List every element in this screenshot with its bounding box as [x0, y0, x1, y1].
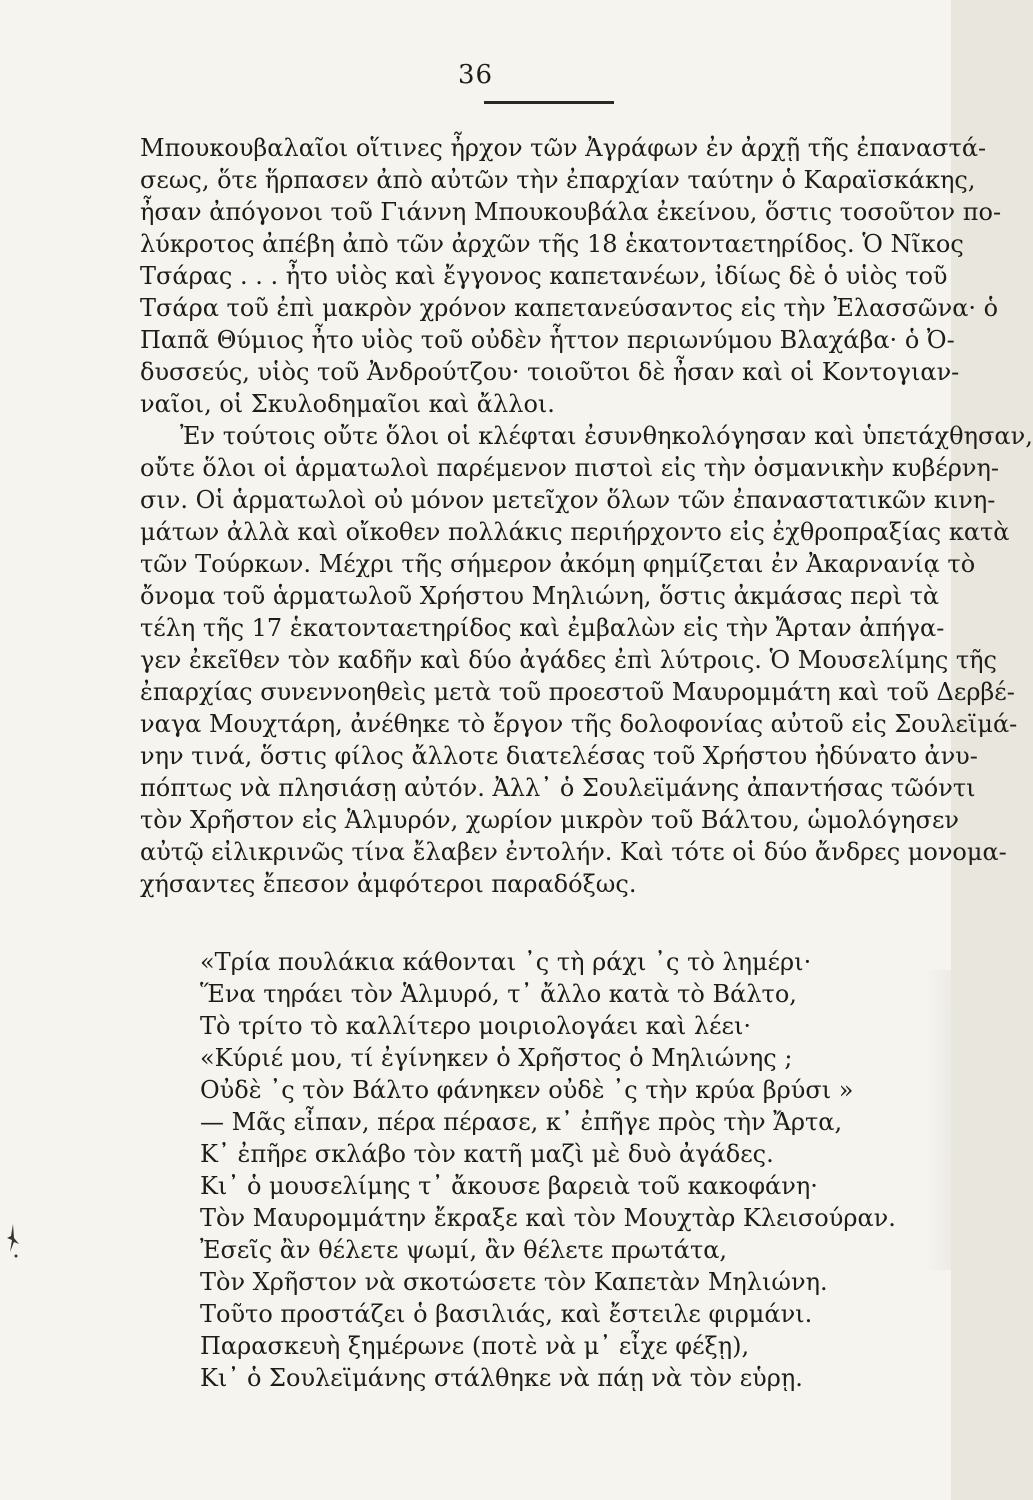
- prose-line: πόπτως νὰ πλησιάσῃ αὐτόν. Ἀλλ᾽ ὁ Σουλεϊμάνης ἀπαντήσας τῶόντι: [140, 774, 976, 802]
- verse-line: Παρασκευὴ ξημέρωνε (ποτὲ νὰ μ᾽ εἶχε φέξῃ),: [200, 1332, 750, 1360]
- verse-line: Τοῦτο προστάζει ὁ βασιλιάς, καὶ ἔστειλε φιρμάνι.: [200, 1300, 813, 1328]
- ink-speck-mark: [4, 1222, 22, 1262]
- prose-line: ναγα Μουχτάρη, ἀνέθηκε τὸ ἔργον τῆς δολοφονίας αὐτοῦ εἰς Σουλεϊμά-: [140, 710, 1018, 738]
- prose-line: λύκροτος ἀπέβη ἀπὸ τῶν ἀρχῶν τῆς 18 ἑκατονταετηρίδος. Ὁ Νῖκος: [140, 230, 964, 258]
- prose-line: οὔτε ὅλοι οἱ ἁρματωλοὶ παρέμενον πιστοὶ εἰς τὴν ὀσμανικὴν κυβέρνη-: [140, 454, 999, 482]
- page-edge-shadow: [927, 970, 951, 1270]
- prose-line: Τσάρα τοῦ ἐπὶ μακρὸν χρόνον καπετανεύσαντος εἰς τὴν Ἐλασσῶνα· ὁ: [140, 294, 999, 322]
- prose-line: ναῖοι, οἱ Σκυλοδημαῖοι καὶ ἄλλοι.: [140, 390, 555, 418]
- prose-line: Ἐν τούτοις οὔτε ὅλοι οἱ κλέφται ἐσυνθηκολόγησαν καὶ ὑπετάχθησαν,: [180, 422, 1033, 450]
- verse-line: «Τρία πουλάκια κάθονται ᾽ς τὴ ράχι ᾽ς τὸ λημέρι·: [200, 948, 812, 976]
- prose-line: Παπᾶ Θύμιος ἦτο υἱὸς τοῦ οὐδὲν ἧττον περιωνύμου Βλαχάβα· ὁ Ὀ-: [140, 326, 955, 354]
- verse-line: — Μᾶς εἶπαν, πέρα πέρασε, κ᾽ ἐπῆγε πρὸς τὴν Ἄρτα,: [200, 1108, 843, 1136]
- verse-line: Τὸν Χρῆστον νὰ σκοτώσετε τὸν Καπετὰν Μηλιώνη.: [200, 1268, 828, 1296]
- prose-passage: [140, 132, 1033, 900]
- verse-line: Οὐδὲ ᾽ς τὸν Βάλτο φάνηκεν οὐδὲ ᾽ς τὴν κρύα βρύσι »: [200, 1076, 854, 1104]
- prose-line: τῶν Τούρκων. Μέχρι τῆς σήμερον ἀκόμη φημίζεται ἐν Ἀκαρνανίᾳ τὸ: [140, 550, 976, 578]
- prose-line: σιν. Οἱ ἁρματωλοὶ οὐ μόνον μετεῖχον ὅλων τῶν ἐπαναστατικῶν κινη-: [140, 486, 996, 514]
- prose-line: δυσσεύς, υἱὸς τοῦ Ἀνδρούτζου· τοιοῦτοι δὲ ἦσαν καὶ οἱ Κοντογιαν-: [140, 358, 960, 386]
- prose-line: ἦσαν ἀπόγονοι τοῦ Γιάννη Μπουκουβάλα ἐκείνου, ὅστις τοσοῦτον πο-: [140, 198, 1002, 226]
- verse-line: Τὸν Μαυρομμάτην ἔκραξε καὶ τὸν Μουχτὰρ Κλεισούραν.: [200, 1204, 896, 1232]
- prose-line: σεως, ὅτε ἥρπασεν ἀπὸ αὐτῶν τὴν ἐπαρχίαν ταύτην ὁ Καραϊσκάκης,: [140, 166, 976, 194]
- prose-line: τέλη τῆς 17 ἑκατονταετηρίδος καὶ ἐμβαλὼν εἰς τὴν Ἄρταν ἀπήγα-: [140, 614, 945, 642]
- verse-line: Κι᾽ ὁ μουσελίμης τ᾽ ἄκουσε βαρειὰ τοῦ κακοφάνη·: [200, 1172, 818, 1200]
- folk-song-verse: [200, 946, 920, 1394]
- prose-line: αὐτῷ εἰλικρινῶς τίνα ἔλαβεν ἐντολήν. Καὶ τότε οἱ δύο ἄνδρες μονομα-: [140, 838, 1007, 866]
- header-rule: [484, 101, 614, 104]
- verse-line: Κ᾽ ἐπῆρε σκλάβο τὸν κατῆ μαζὶ μὲ δυὸ ἀγάδες.: [200, 1140, 774, 1168]
- verse-line: Τὸ τρίτο τὸ καλλίτερο μοιριολογάει καὶ λέει·: [200, 1012, 752, 1040]
- verse-line: Κι᾽ ὁ Σουλεϊμάνης στάλθηκε νὰ πάῃ νὰ τὸν εὑρῃ.: [200, 1364, 803, 1392]
- prose-line: χήσαντες ἔπεσον ἀμφότεροι παραδόξως.: [140, 870, 637, 898]
- prose-line: μάτων ἀλλὰ καὶ οἴκοθεν πολλάκις περιήρχοντο εἰς ἐχθροπραξίας κατὰ: [140, 518, 1010, 546]
- prose-line: γεν ἐκεῖθεν τὸν καδῆν καὶ δύο ἀγάδες ἐπὶ λύτροις. Ὁ Μουσελίμης τῆς: [140, 646, 997, 674]
- prose-line: Τσάρας . . . ἦτο υἱὸς καὶ ἔγγονος καπετανέων, ἰδίως δὲ ὁ υἱὸς τοῦ: [140, 262, 948, 290]
- verse-line: Ἕνα τηράει τὸν Ἁλμυρό, τ᾽ ἄλλο κατὰ τὸ Βάλτο,: [200, 980, 797, 1008]
- prose-line: ὄνομα τοῦ ἁρματωλοῦ Χρήστου Μηλιώνη, ὅστις ἀκμάσας περὶ τὰ: [140, 582, 940, 610]
- prose-line: τὸν Χρῆστον εἰς Ἁλμυρόν, χωρίον μικρὸν τοῦ Βάλτου, ὡμολόγησεν: [140, 806, 959, 834]
- prose-line: Μπουκουβαλαῖοι οἵτινες ἦρχον τῶν Ἀγράφων ἐν ἀρχῇ τῆς ἐπαναστά-: [140, 134, 987, 162]
- prose-line: νην τινά, ὅστις φίλος ἄλλοτε διατελέσας τοῦ Χρήστου ἠδύνατο ἀνυ-: [140, 742, 978, 770]
- verse-line: «Κύριέ μου, τί ἐγίνηκεν ὁ Χρῆστος ὁ Μηλιώνης ;: [200, 1044, 793, 1072]
- verse-line: Ἐσεῖς ἂν θέλετε ψωμί, ἂν θέλετε πρωτάτα,: [200, 1236, 728, 1264]
- page-number: 36: [457, 60, 494, 90]
- prose-line: ἐπαρχίας συνεννοηθεὶς μετὰ τοῦ προεστοῦ Μαυρομμάτη καὶ τοῦ Δερβέ-: [140, 678, 1015, 706]
